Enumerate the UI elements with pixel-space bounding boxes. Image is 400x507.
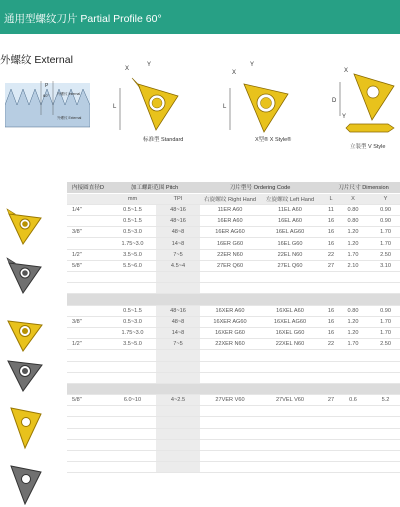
cell-rh: 16ER A60	[200, 216, 260, 227]
standard-insert-diagram	[110, 58, 190, 143]
cell-tpi: 7~5	[156, 339, 200, 350]
profile-internal-label: 内螺纹 Internal	[57, 92, 81, 96]
cell-size	[67, 305, 109, 316]
cell-rh: 16ER G60	[200, 238, 260, 249]
cell-size	[67, 216, 109, 227]
cell-l: 27	[320, 395, 342, 406]
cell-lh: 22XEL N60	[260, 339, 320, 350]
cell-lh: 16EL AG60	[260, 227, 320, 238]
empty-row	[67, 451, 400, 462]
cell-lh: 27VEL V60	[260, 395, 320, 406]
svg-text:Y: Y	[250, 62, 255, 68]
cell-l: 16	[320, 327, 342, 338]
cell-mm: 0.5~3.0	[109, 316, 156, 327]
cell-lh: 16EL A60	[260, 216, 320, 227]
table-row	[67, 339, 400, 350]
empty-row	[67, 406, 400, 417]
cell-size: 1/2"	[67, 249, 109, 260]
cell-mm: 1.75~3.0	[109, 238, 156, 249]
table-row	[67, 327, 400, 338]
empty-row	[67, 361, 400, 372]
profile-p-label: P	[45, 83, 49, 89]
cell-lh: 16XEL AG60	[260, 316, 320, 327]
cell-size: 5/8"	[67, 395, 109, 406]
cell-l: 22	[320, 249, 342, 260]
svg-text:X: X	[125, 66, 130, 72]
cell-size	[67, 327, 109, 338]
header-right-hand: 右旋螺纹 Right Hand	[200, 193, 260, 204]
empty-row	[67, 283, 400, 294]
insert-photo-grey	[5, 257, 45, 295]
cell-lh: 16XEL A60	[260, 305, 320, 316]
insert-photo-gold	[5, 208, 45, 246]
cell-tpi: 48~8	[156, 316, 200, 327]
cell-tpi: 4~2.5	[156, 395, 200, 406]
cell-rh: 27VER V60	[200, 395, 260, 406]
cell-x: 1.70	[342, 249, 364, 260]
cell-tpi: 48~16	[156, 305, 200, 316]
insert-photo-gold-v	[5, 400, 45, 455]
insert-photo-gold-x	[5, 315, 45, 353]
cell-mm: 1.75~3.0	[109, 327, 156, 338]
cell-mm: 6.0~10	[109, 395, 156, 406]
cell-tpi: 4.5~4	[156, 260, 200, 271]
cell-lh: 22EL N60	[260, 249, 320, 260]
profile-angle-label: 60°	[43, 93, 50, 98]
svg-text:Y: Y	[147, 62, 152, 68]
cell-size: 1/4"	[67, 204, 109, 215]
svg-text:X: X	[232, 70, 237, 76]
cell-y: 0.90	[364, 305, 400, 316]
cell-x: 1.20	[342, 316, 364, 327]
cell-rh: 22XER N60	[200, 339, 260, 350]
cell-mm: 0.5~3.0	[109, 227, 156, 238]
empty-row	[67, 372, 400, 383]
cell-mm: 0.5~1.5	[109, 204, 156, 215]
v-style-caption: 立装型 V Style	[350, 144, 386, 150]
svg-text:Y: Y	[342, 114, 347, 120]
table-header-row-1	[67, 182, 400, 193]
svg-text:L: L	[223, 104, 227, 110]
cell-rh: 22ER N60	[200, 249, 260, 260]
svg-text:D: D	[332, 98, 337, 104]
x-style-insert-diagram	[220, 58, 305, 143]
page-title: 通用型螺纹刀片 Partial Profile 60°	[4, 13, 162, 25]
cell-x: 2.10	[342, 260, 364, 271]
svg-text:L: L	[113, 104, 117, 110]
empty-row	[67, 462, 400, 473]
insert-photo-grey-v	[5, 460, 45, 505]
header-bar	[0, 0, 400, 34]
table-row	[67, 249, 400, 260]
table-row	[67, 227, 400, 238]
empty-row	[67, 428, 400, 439]
cell-y: 1.70	[364, 316, 400, 327]
cell-rh: 16XER A60	[200, 305, 260, 316]
cell-size: 5/8"	[67, 260, 109, 271]
spec-table	[67, 182, 400, 473]
cell-y: 1.70	[364, 227, 400, 238]
cell-tpi: 48~16	[156, 216, 200, 227]
cell-rh: 27ER Q60	[200, 260, 260, 271]
cell-y: 0.90	[364, 204, 400, 215]
cell-l: 16	[320, 227, 342, 238]
standard-caption: 标准型 Standard	[143, 137, 184, 143]
cell-y: 2.50	[364, 339, 400, 350]
header-tpi: TPI	[156, 193, 200, 204]
cell-tpi: 48~8	[156, 227, 200, 238]
cell-x: 1.20	[342, 327, 364, 338]
cell-size: 3/8"	[67, 316, 109, 327]
cell-mm: 0.5~1.5	[109, 216, 156, 227]
table-row	[67, 260, 400, 271]
cell-l: 11	[320, 204, 342, 215]
svg-text:X: X	[344, 68, 349, 74]
cell-lh: 11EL A60	[260, 204, 320, 215]
header-x: X	[342, 193, 364, 204]
cell-l: 16	[320, 216, 342, 227]
section-title: 外螺纹 External	[0, 54, 73, 66]
cell-y: 3.10	[364, 260, 400, 271]
header-left-hand: 左旋螺纹 Left Hand	[260, 193, 320, 204]
cell-lh: 16XEL G60	[260, 327, 320, 338]
cell-y: 0.90	[364, 216, 400, 227]
empty-row	[67, 439, 400, 450]
table-row	[67, 395, 400, 406]
table-row	[67, 238, 400, 249]
cell-l: 16	[320, 238, 342, 249]
empty-row	[67, 272, 400, 283]
cell-y: 1.70	[364, 327, 400, 338]
cell-size	[67, 238, 109, 249]
header-dimension: 刀片尺寸 Dimension	[320, 182, 400, 193]
cell-tpi: 7~5	[156, 249, 200, 260]
header-pitch: 加工螺距范围 Pitch	[109, 182, 200, 193]
header-y: Y	[364, 193, 400, 204]
cell-size: 3/8"	[67, 227, 109, 238]
cell-lh: 27EL Q60	[260, 260, 320, 271]
table-row	[67, 204, 400, 215]
empty-row	[67, 350, 400, 361]
cell-mm: 5.5~6.0	[109, 260, 156, 271]
thread-profile-diagram	[5, 75, 90, 130]
insert-photo-grey-x	[5, 355, 45, 393]
cell-tpi: 14~8	[156, 327, 200, 338]
cell-x: 0.80	[342, 216, 364, 227]
empty-row	[67, 417, 400, 428]
cell-size: 1/2"	[67, 339, 109, 350]
table-row	[67, 316, 400, 327]
cell-x: 1.20	[342, 238, 364, 249]
table-row	[67, 216, 400, 227]
cell-x: 1.20	[342, 227, 364, 238]
empty-row	[67, 294, 400, 305]
table-row	[67, 305, 400, 316]
table-header-row-2	[67, 193, 400, 204]
header-l: L	[320, 193, 342, 204]
cell-tpi: 14~8	[156, 238, 200, 249]
cell-rh: 11ER A60	[200, 204, 260, 215]
cell-mm: 0.5~1.5	[109, 305, 156, 316]
cell-tpi: 48~16	[156, 204, 200, 215]
header-diameter: 内接圆直径D	[67, 182, 109, 193]
cell-y: 1.70	[364, 238, 400, 249]
header-mm: mm	[109, 193, 156, 204]
cell-y: 2.50	[364, 249, 400, 260]
cell-rh: 16ER AG60	[200, 227, 260, 238]
cell-lh: 16EL G60	[260, 238, 320, 249]
cell-l: 16	[320, 316, 342, 327]
cell-l: 22	[320, 339, 342, 350]
cell-mm: 3.5~5.0	[109, 339, 156, 350]
empty-row	[67, 383, 400, 394]
x-style-caption: X型® X Style®	[255, 137, 292, 143]
cell-x: 0.80	[342, 204, 364, 215]
cell-rh: 16XER AG60	[200, 316, 260, 327]
cell-x: 0.80	[342, 305, 364, 316]
cell-mm: 3.5~5.0	[109, 249, 156, 260]
profile-external-label: 外螺纹 External	[57, 116, 82, 120]
cell-x: 0.6	[342, 395, 364, 406]
cell-l: 16	[320, 305, 342, 316]
cell-rh: 16XER G60	[200, 327, 260, 338]
cell-l: 27	[320, 260, 342, 271]
cell-x: 1.70	[342, 339, 364, 350]
cell-y: 5.2	[364, 395, 400, 406]
header-ordering-code: 刀片型号 Ordering Code	[200, 182, 320, 193]
v-style-insert-diagram	[320, 58, 400, 150]
